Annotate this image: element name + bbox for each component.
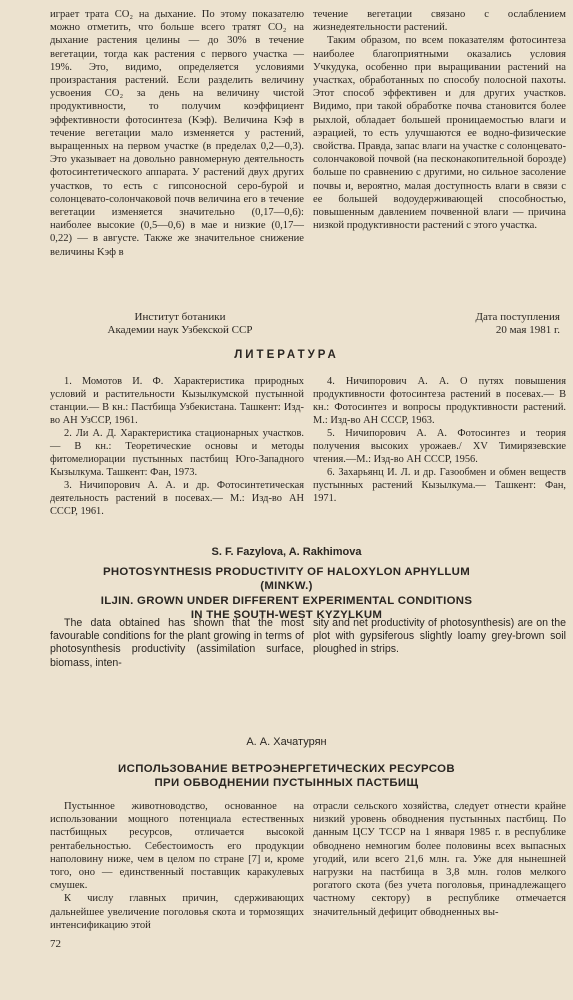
abstract-left [50, 617, 304, 670]
article-title [60, 762, 513, 791]
english-authors: S. F. Fazylova, A. Rakhimova [211, 546, 362, 558]
title-line: ИСПОЛЬЗОВАНИЕ ВЕТРОЭНЕРГЕТИЧЕСКИХ РЕСУРСОВ [117, 763, 455, 775]
title-line: ПРИ ОБВОДНЕНИИ ПУСТЫННЫХ ПАСТБИЩ [154, 777, 419, 790]
abstract-right [313, 617, 566, 657]
page-number: 72 [50, 938, 61, 950]
affiliation-line: Институт ботаники [134, 311, 226, 323]
reference-item: 6. Захарьянц И. Л. и др. Газообмен и обмен веществ пустынных растений Кызылкума.— Ташкент: Фан, 1971. [313, 467, 566, 504]
text-column-top-right [313, 8, 566, 232]
reference-item: 2. Ли А. Д. Характеристика стационарных участков.— В кн.: Теоретические основы и методы фитомелиорации пустынных пастбищ Юго-Западного Кызылкума. Ташкент: Фан, 1973. [50, 428, 304, 478]
title-line: ILJIN. GROWN UNDER DIFFERENT EXPERIMENTAL CONDITIONS [100, 594, 473, 607]
paragraph: Пустынное животноводство, основанное на использовании мощного потенциала естественных пастбищных ресурсов, отличается высокой рентабельностью. Себестоимость его продукции наполовину ниже, чем в целом по стране [7] и, кроме того, оно — единственный поставщик каракулевых смушек. [50, 801, 304, 892]
abstract-text: The data obtained has shown that the most favourable conditions for the plant growing in terms of photosynthesis productivity (assimilation surface, biomass, inten- [50, 617, 304, 669]
received-value: 20 мая 1981 г. [495, 324, 560, 336]
received-label: Дата поступления [475, 311, 560, 323]
text-column-bottom-left [50, 800, 304, 932]
english-title [80, 565, 493, 623]
paragraph: К числу главных причин, сдерживающих дальнейшее увеличение поголовья скота и тормозящих интенсификацию этой [50, 893, 304, 931]
received-date [330, 311, 560, 337]
reference-item: 3. Ничипорович А. А. и др. Фотосинтетическая деятельность растений в посевах.— М.: Изд-во АН СССР, 1961. [50, 480, 304, 517]
references-right [313, 375, 566, 505]
paragraph: играет трата CO₂ на дыхание. По этому показателю можно отметить, что больше всего тратят CO₂ на дыхание растения целины — до 30% в течение вегетации, тогда как растения с первого участка — 19%. Это, видимо, определяется условиями произрастания растений. Если разделить величину усвоения CO₂ за день на величину чистой продуктивности, то получим коэффициент эффективности фотосинтеза (Kэф). Величина Kэф в течение вегетации мало изменяется у растений, выращенных на первом участке (в пределах 0,2—0,3). Это указывает на довольно равномерную деятельность фотосинтетического аппарата. У растений двух других участков, то есть с гипсоносной серо-бурой и солонцевато-солончаковой почв величина его в течение вегетации изменяется значительно (0,17—0,6): наиболее высокие (0,5—0,6) в мае и низкие (0,17—0,22) — в августе. Также же значительное снижение величины Kэф в [50, 9, 304, 258]
paragraph: отрасли сельского хозяйства, следует отнести крайне низкий уровень обводнения пустынных пастбищ. По данным ЦСУ ТССР на 1 января 1985 г. в республике обводнено немногим более половины всех выпасных угодий, или всего 21,6 млн. га. Уже для нынешней нагрузки на пастбища в 3,8 млн. голов мелкого рогатого скота (без учета поголовья, принадлежащего частному сектору) в республике отмечается значительный дефицит обводненных вы- [313, 801, 566, 918]
title-line: PHOTOSYNTHESIS PRODUCTIVITY OF HALOXYLON APHYLLUM (MINKW.) [103, 566, 470, 593]
reference-item: 4. Ничипорович А. А. О путях повышения продуктивности фотосинтеза растений в посевах.— В кн.: Фотосинтез и вопросы продуктивности растений. М.: Изд-во АН СССР, 1963. [313, 376, 566, 426]
abstract-text: sity and net productivity of photosynthesis) are on the plot with gypsiferous slightly loamy grey-brown soil ploughed in strips. [313, 617, 566, 656]
affiliation-line: Академии наук Узбекской ССР [107, 324, 253, 336]
paragraph: течение вегетации связано с ослаблением жизнедеятельности растений. [313, 9, 566, 34]
literature-heading: ЛИТЕРАТУРА [234, 349, 339, 361]
text-column-top-left [50, 8, 304, 259]
references-left [50, 375, 304, 518]
paragraph: Таким образом, по всем показателям фотосинтеза наиболее благоприятными оказались условия Учкудука, особенно при выращивании растений на участках, обработанных по способу полосной пахоты. Этот способ эффективен и для других участков. Видимо, при такой обработке почва становится более рыхлой, обладает большей проницаемостью влаги и аэрацией, то есть улучшаются ее водно-физические свойства. Правда, запас влаги на участке с солонцевато-солончаковой почвой (на песконакопительной борозде) больше по сравнению с другими, но сильное засоление почвы и, вероятно, малая доступность влаги в связи с ее большей водоудерживающей способностью, повышенным давлением почвенной влаги — причина низкой продуктивности растений с этого участка. [313, 35, 566, 232]
title-line: IN THE SOUTH-WEST KYZYLKUM [190, 609, 383, 622]
article-author: А. А. Хачатурян [246, 736, 327, 748]
reference-item: 1. Момотов И. Ф. Характеристика природных условий и растительности Кызылкумской пустынной станции.— В кн.: Пастбища Узбекистана. Ташкент: Изд-во АН УзССР, 1961. [50, 376, 304, 426]
affiliation [55, 311, 305, 337]
reference-item: 5. Ничипорович А. А. Фотосинтез и теория получения высоких урожаев./ XV Тимирязевские чтения.—М.: Изд-во АН СССР, 1956. [313, 428, 566, 465]
text-column-bottom-right [313, 800, 566, 919]
